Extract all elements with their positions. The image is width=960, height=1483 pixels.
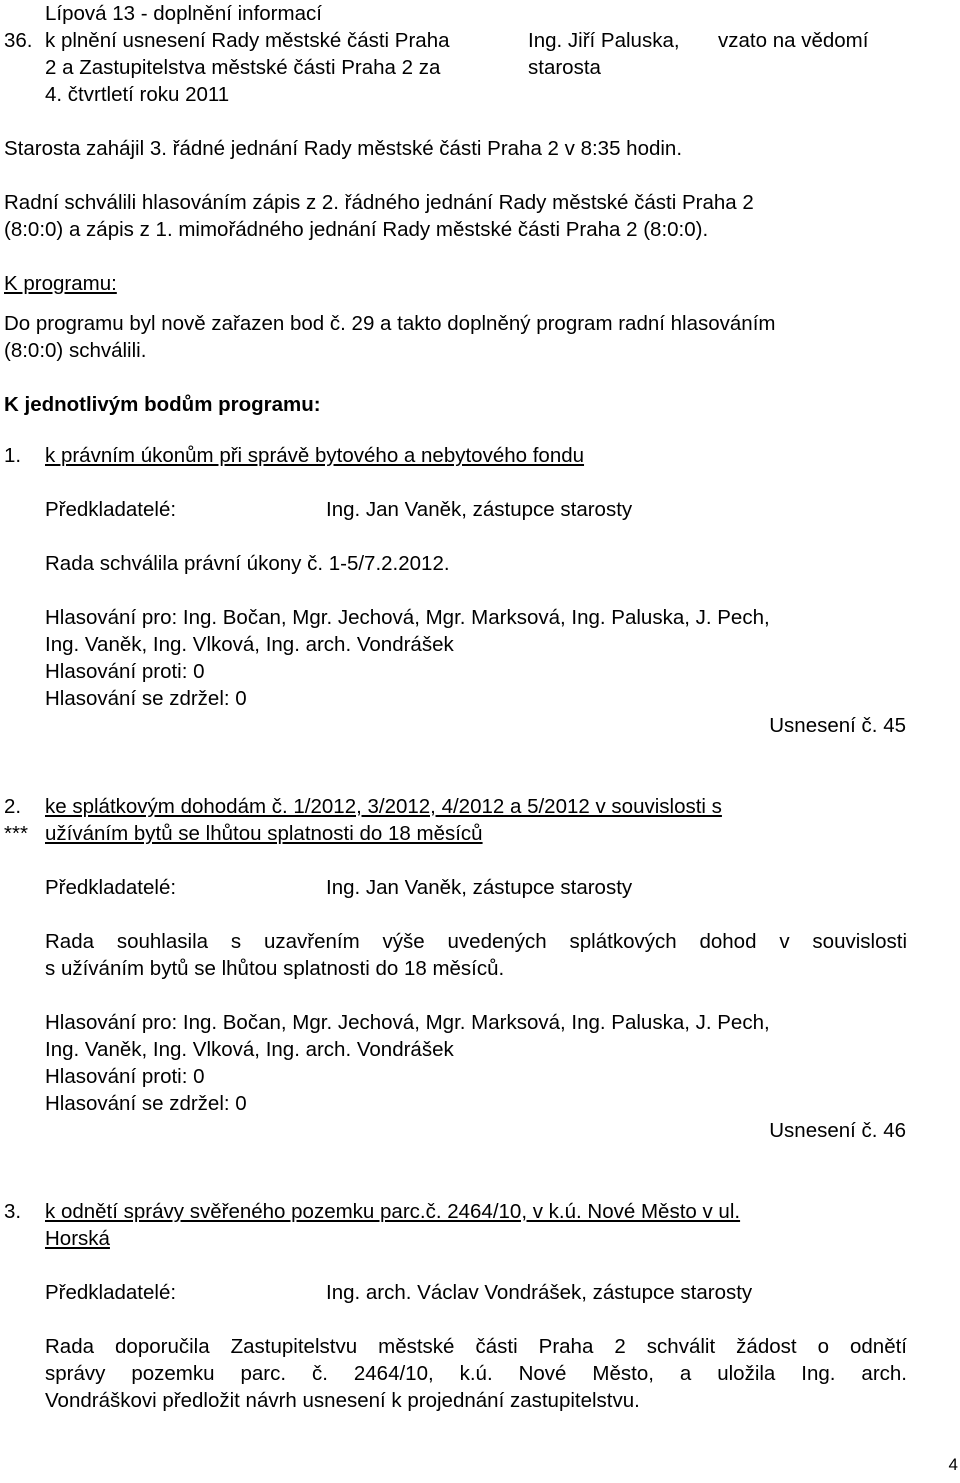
meeting-opening: Starosta zahájil 3. řádné jednání Rady městské části Praha 2 v 8:35 hodin. — [4, 137, 683, 160]
vote-for: Hlasování pro: Ing. Bočan, Mgr. Jechová, Mgr. Marksová, Ing. Paluska, J. Pech, — [45, 606, 770, 629]
program-text: Do programu byl nově zařazen bod č. 29 a takto doplněný program radní hlasováním — [4, 312, 776, 335]
item-title: užíváním bytů se lhůtou splatnosti do 18 měsíců — [45, 822, 483, 845]
prev-item-continuation: Lípová 13 - doplnění informací — [45, 2, 322, 25]
decision-text: Rada schválila právní úkony č. 1-5/7.2.2012. — [45, 552, 450, 575]
resolution-number: Usnesení č. 45 — [769, 714, 906, 737]
item-title: k odnětí správy svěřeného pozemku parc.č. 2464/10, v k.ú. Nové Město v ul. — [45, 1200, 741, 1223]
points-heading: K jednotlivým bodům programu: — [4, 393, 321, 416]
decision-text: Rada doporučila Zastupitelstvu městské části Praha 2 schválit žádost o odnětí — [45, 1335, 907, 1358]
item-number: 2. — [4, 795, 22, 818]
presenters-label: Předkladatelé: — [45, 876, 177, 899]
program-text: (8:0:0) schválili. — [4, 339, 147, 362]
decision-text: s užíváním bytů se lhůtou splatnosti do 18 měsíců. — [45, 957, 505, 980]
decision-text: Rada souhlasila s uzavřením výše uvedených splátkových dohod v souvislosti — [45, 930, 907, 953]
presenter: Ing. Jiří Paluska, — [528, 29, 680, 52]
presenters-label: Předkladatelé: — [45, 1281, 177, 1304]
item-title: k plnění usnesení Rady městské části Praha — [45, 29, 450, 52]
presenter: Ing. Jan Vaněk, zástupce starosty — [326, 498, 633, 521]
vote-for: Hlasování pro: Ing. Bočan, Mgr. Jechová, Mgr. Marksová, Ing. Paluska, J. Pech, — [45, 1011, 770, 1034]
item-mark: *** — [4, 822, 28, 845]
presenter: Ing. Jan Vaněk, zástupce starosty — [326, 876, 633, 899]
minutes-approval: Radní schválili hlasováním zápis z 2. řádného jednání Rady městské části Praha 2 — [4, 191, 754, 214]
program-heading: K programu: — [4, 272, 117, 295]
presenter: starosta — [528, 56, 601, 79]
vote-abstain: Hlasování se zdržel: 0 — [45, 687, 247, 710]
presenters-label: Předkladatelé: — [45, 498, 177, 521]
vote-abstain: Hlasování se zdržel: 0 — [45, 1092, 247, 1115]
item-result: vzato na vědomí — [718, 29, 869, 52]
item-title: 2 a Zastupitelstva městské části Praha 2 za — [45, 56, 441, 79]
item-number: 1. — [4, 444, 22, 467]
page-number: 4 — [948, 1455, 958, 1474]
decision-text: Vondráškovi předložit návrh usnesení k projednání zastupitelstvu. — [45, 1389, 640, 1412]
item-title: 4. čtvrtletí roku 2011 — [45, 83, 230, 106]
item-title: Horská — [45, 1227, 110, 1250]
resolution-number: Usnesení č. 46 — [769, 1119, 906, 1142]
item-title: ke splátkovým dohodám č. 1/2012, 3/2012, 4/2012 a 5/2012 v souvislosti s — [45, 795, 722, 818]
item-title: k právním úkonům při správě bytového a nebytového fondu — [45, 444, 585, 467]
item-number: 36. — [4, 29, 33, 52]
vote-for: Ing. Vaněk, Ing. Vlková, Ing. arch. Vondrášek — [45, 633, 454, 656]
vote-against: Hlasování proti: 0 — [45, 660, 205, 683]
decision-text: správy pozemku parc. č. 2464/10, k.ú. Nové Město, a uložila Ing. arch. — [45, 1362, 907, 1385]
minutes-approval: (8:0:0) a zápis z 1. mimořádného jednání Rady městské části Praha 2 (8:0:0). — [4, 218, 709, 241]
vote-against: Hlasování proti: 0 — [45, 1065, 205, 1088]
presenter: Ing. arch. Václav Vondrášek, zástupce starosty — [326, 1281, 753, 1304]
item-number: 3. — [4, 1200, 22, 1223]
vote-for: Ing. Vaněk, Ing. Vlková, Ing. arch. Vondrášek — [45, 1038, 454, 1061]
